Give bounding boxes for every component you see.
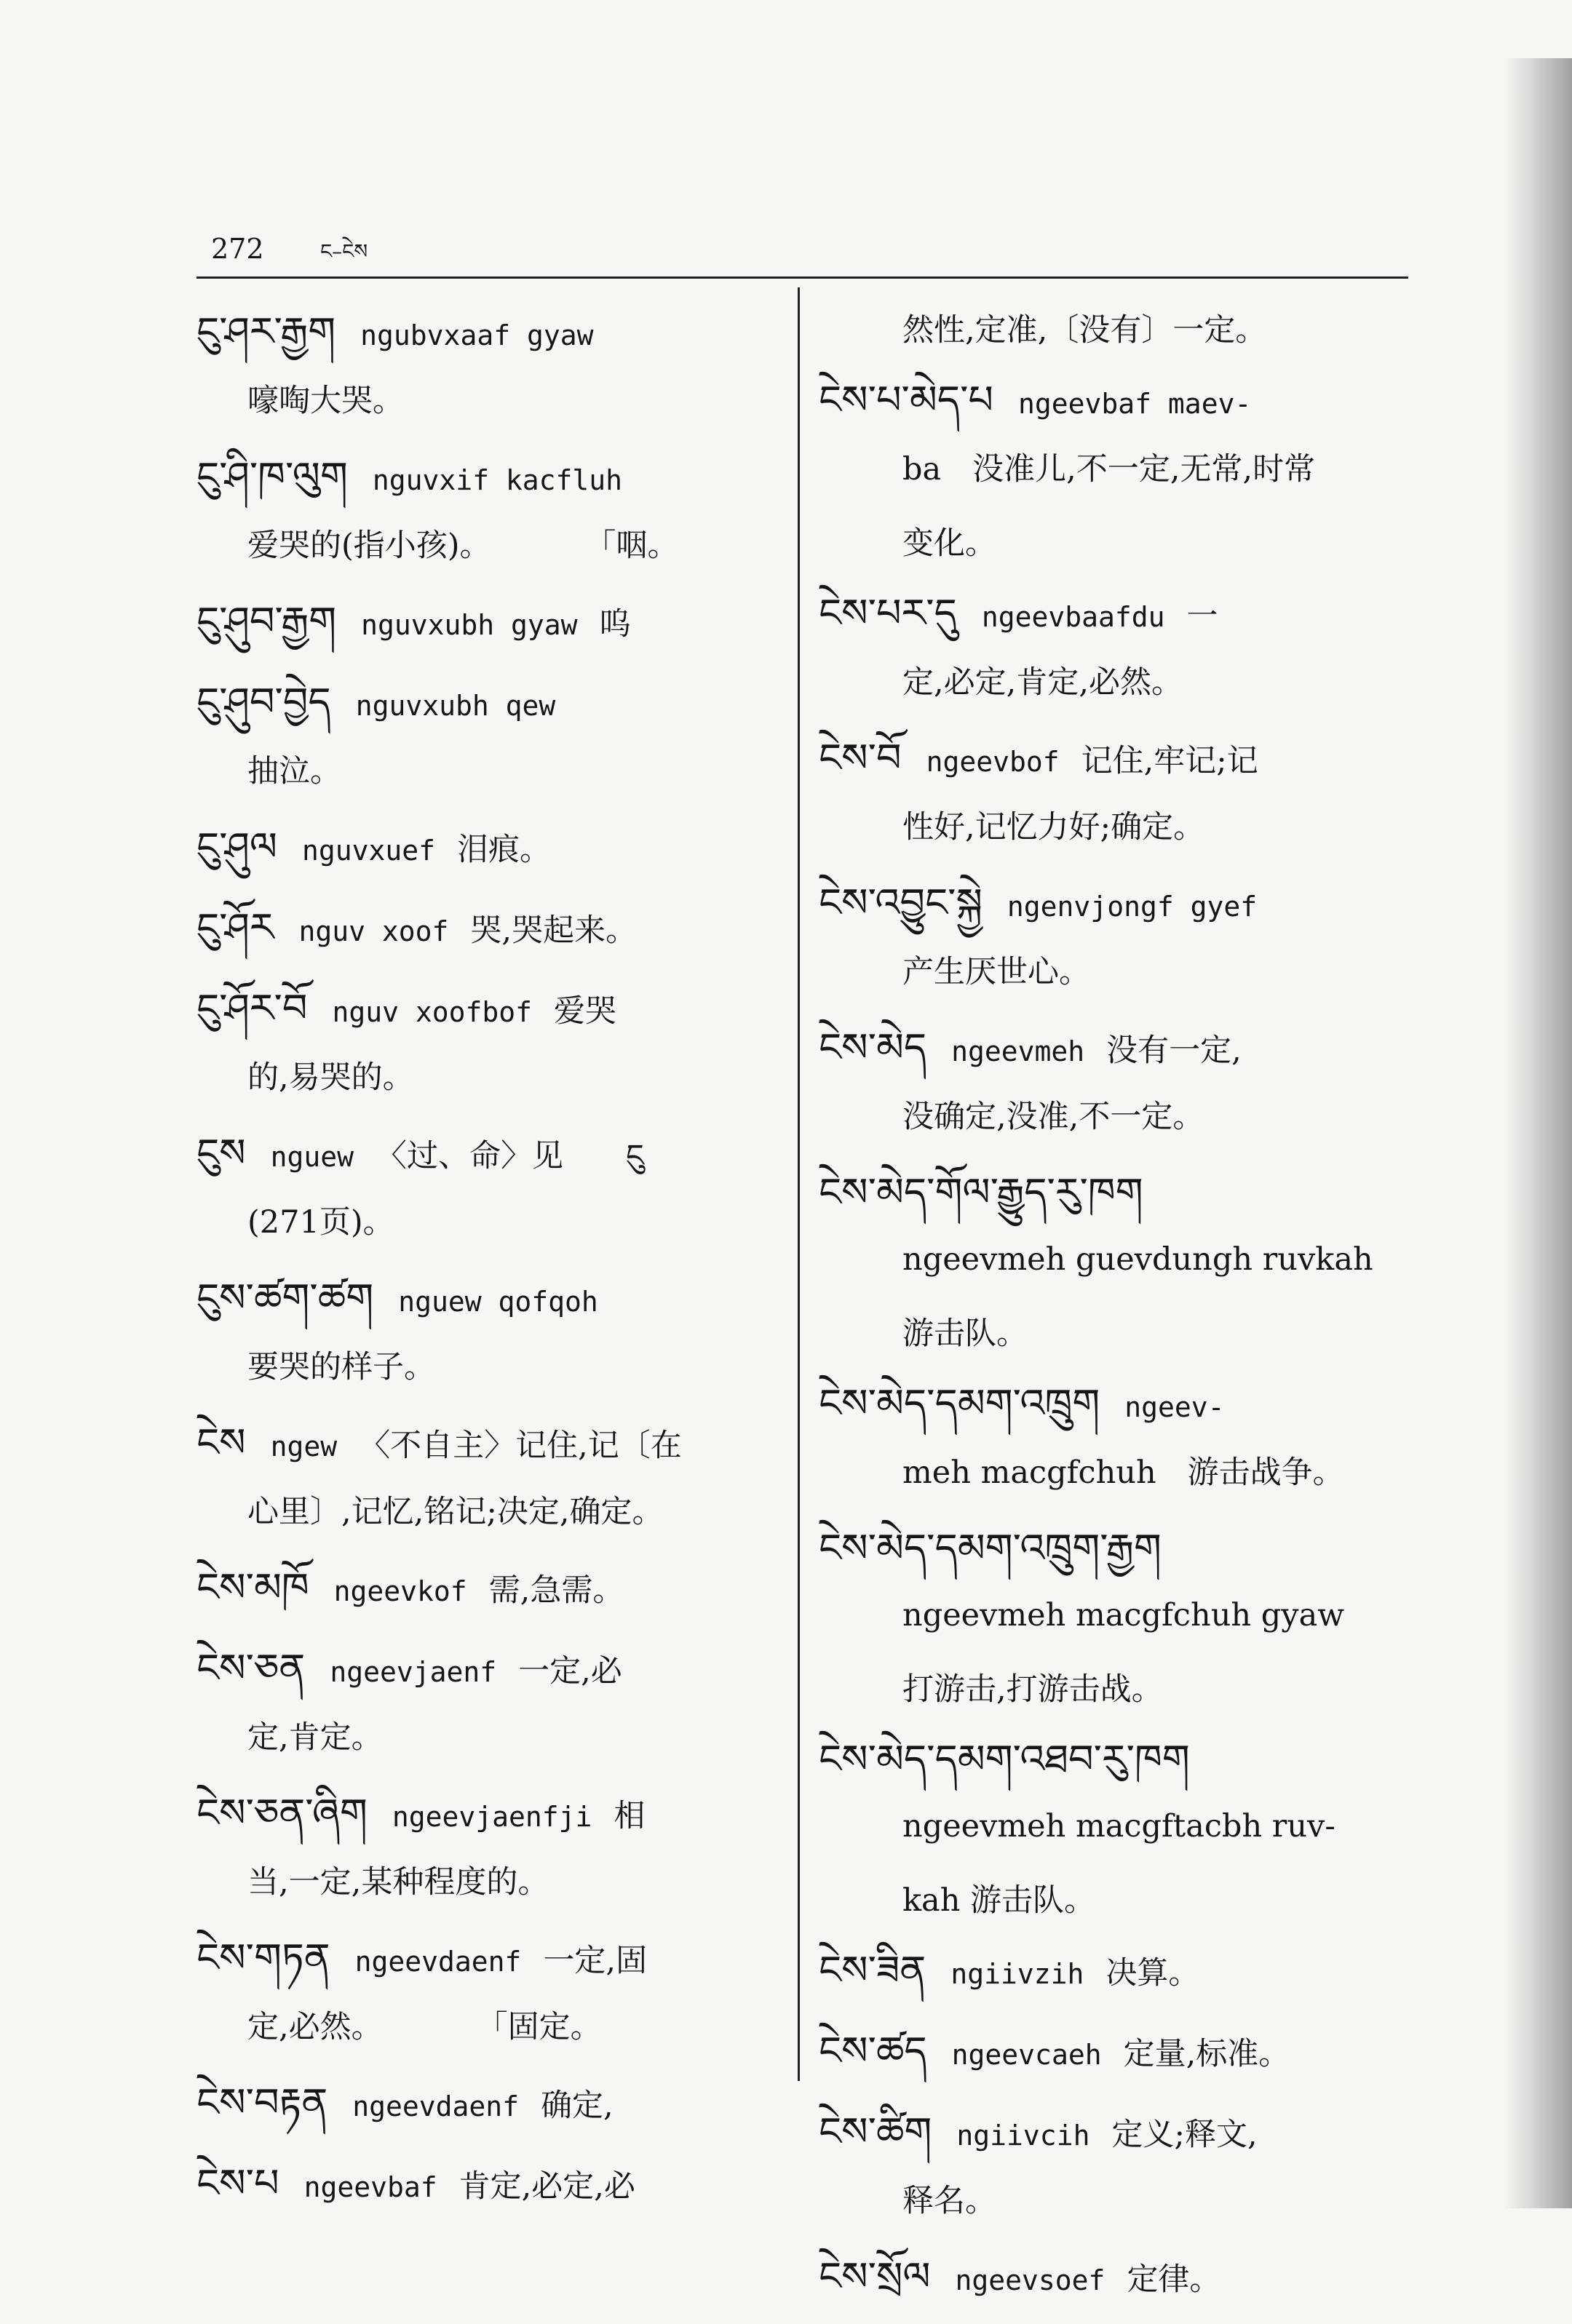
definition: 一 <box>1186 598 1218 634</box>
dictionary-entry <box>196 1925 771 2059</box>
entry-line <box>819 1159 1416 1227</box>
dictionary-entry <box>819 2243 1416 2314</box>
header-rule <box>196 276 1408 279</box>
tibetan-headword: ངུ་ཤར་རྒྱག <box>196 309 336 354</box>
dictionary-entry <box>819 869 1416 1004</box>
dictionary-entry <box>196 813 771 884</box>
romanization: nguew <box>270 1141 354 1173</box>
tibetan-headword: ངེས་པ་མེད་པ <box>819 377 994 423</box>
entry-line <box>819 869 1416 940</box>
definition-continuation: meh macgfchuh 游击战争。 <box>902 1455 1344 1491</box>
entry-line <box>196 1409 771 1480</box>
romanization: ngeevbaafdu <box>981 601 1165 633</box>
tibetan-headword: ངེས་ཅན <box>196 1645 306 1691</box>
tibetan-headword: ངེས་བརྟན <box>196 2080 328 2125</box>
continuation-line: 变化。 <box>902 525 996 562</box>
tibetan-headword: ངུ་ཤུབ་བྱེད <box>196 679 331 725</box>
romanization: ngeevcaeh <box>951 2039 1102 2071</box>
entry-line <box>819 1726 1416 1794</box>
romanization: ngeevkof <box>333 1575 467 1607</box>
definition-continuation: ngeevmeh macgfchuh gyaw <box>902 1597 1345 1633</box>
definition: 相 <box>614 1798 646 1834</box>
definition: 〈过、命〉见 ངུ <box>376 1138 644 1174</box>
dictionary-entry <box>819 512 1416 576</box>
entry-line <box>196 975 771 1046</box>
entry-line <box>819 2018 1416 2088</box>
entry-line <box>196 1780 771 1850</box>
entry-line <box>196 2069 771 2140</box>
dictionary-entry <box>196 1635 771 1770</box>
entry-line <box>196 669 771 739</box>
definition-continuation: 当,一定,某种程度的。 <box>247 1864 549 1901</box>
continuation-line: 游击队。 <box>902 1316 1028 1352</box>
definition-continuation: ngeevmeh guevdungh ruvkah <box>902 1241 1373 1278</box>
tibetan-headword: ངེས་ཅན་ཞིག <box>196 1790 368 1836</box>
romanization: nguv xoofbof <box>332 996 532 1028</box>
romanization: nguv xoof <box>298 915 449 947</box>
definition: 〈不自主〉记住,记〔在 <box>359 1428 682 1464</box>
running-head: ང–ངེས <box>320 239 368 263</box>
definition: 肯定,必定,必 <box>458 2168 635 2205</box>
romanization: nguew qofqoh <box>398 1286 598 1318</box>
tibetan-headword: ངུ་ཤི་ཁ་ལུག <box>196 453 348 499</box>
romanization: ngeevbof <box>926 746 1060 778</box>
tibetan-headword: ངུས་ཚག་ཚག <box>196 1275 374 1321</box>
page-edge-shadow <box>1503 58 1572 2208</box>
definition: 定律。 <box>1127 2261 1221 2298</box>
dictionary-entry <box>819 1370 1416 1505</box>
definition-continuation: ngeevmeh macgftacbh ruv- <box>902 1808 1335 1845</box>
romanization: ngeevjaenf <box>330 1656 497 1688</box>
entry-line <box>196 894 771 965</box>
dictionary-entry <box>196 1780 771 1914</box>
tibetan-headword: ངེས་མེད་དམག་འཐབ་རུ་ཁག <box>819 1736 1190 1782</box>
definition-continuation: 性好,记忆力好;确定。 <box>902 809 1205 845</box>
left-column <box>196 298 771 2231</box>
dictionary-entry <box>196 443 771 578</box>
tibetan-headword: ངེས་ཟིན <box>819 1947 926 1993</box>
definition: 哭,哭起来。 <box>470 912 638 949</box>
definition-continuation: 嚎啕大哭。 <box>247 383 404 419</box>
romanization: ngeevbaf <box>303 2171 437 2203</box>
tibetan-headword: ངེས་མཁོ <box>196 1564 309 1610</box>
definition: 记住,牢记;记 <box>1081 743 1258 779</box>
entry-line <box>196 298 771 369</box>
definition: 一定,固 <box>543 1943 648 1979</box>
definition: 定量,标准。 <box>1123 2036 1290 2072</box>
romanization: ngeevjaenfji <box>392 1801 592 1833</box>
definition-continuation: 释名。 <box>902 2183 996 2219</box>
definition-continuation: 的,易哭的。 <box>247 1059 414 1096</box>
definition: 呜 <box>599 606 631 642</box>
romanization: ngubvxaaf gyaw <box>360 319 594 351</box>
entry-line <box>819 2243 1416 2314</box>
definition: 需,急需。 <box>488 1572 624 1609</box>
tibetan-headword: ངུ་ཤོར <box>196 904 274 950</box>
dictionary-entry <box>196 894 771 965</box>
dictionary-entry <box>196 1265 771 1399</box>
page-number: 272 <box>211 233 264 265</box>
romanization: ngeevmeh <box>951 1035 1085 1067</box>
dictionary-entry <box>819 1014 1416 1149</box>
definition: 爱哭 <box>554 993 616 1030</box>
dictionary-entry <box>819 1937 1416 2007</box>
definition: 定义;释文, <box>1111 2117 1258 2153</box>
entry-line <box>819 725 1416 795</box>
tibetan-headword: ངེས་པ <box>196 2160 279 2206</box>
tibetan-headword: ངེས་མེད་དམག་འཁྲུག་རྒྱག <box>819 1525 1162 1571</box>
entry-line <box>819 1515 1416 1583</box>
continuation-line: 打游击,打游击战。 <box>902 1671 1163 1708</box>
dictionary-entry <box>819 1726 1416 1858</box>
entry-line <box>196 443 771 514</box>
entry-line <box>196 1635 771 1706</box>
definition-continuation: (271页)。 <box>247 1204 394 1241</box>
tibetan-headword: ངེས་བོ <box>819 735 902 781</box>
definition-continuation: 没确定,没准,不一定。 <box>902 1099 1204 1135</box>
tibetan-headword: ངུ་ཤུལ <box>196 824 277 869</box>
romanization: ngiivzih <box>950 1958 1084 1990</box>
definition: 一定,必 <box>518 1653 622 1690</box>
romanization: nguvxubh gyaw <box>361 609 578 641</box>
dictionary-entry <box>819 2018 1416 2088</box>
dictionary-entry <box>819 1658 1416 1722</box>
dictionary-entry <box>819 1302 1416 1366</box>
definition-continuation: 产生厌世心。 <box>902 954 1090 990</box>
dictionary-entry <box>819 1869 1416 1933</box>
definition-continuation: 心里〕,记忆,铭记;决定,确定。 <box>247 1494 664 1530</box>
tibetan-headword: ངེས་ཚིག <box>819 2109 932 2154</box>
romanization: ngiivcih <box>956 2120 1090 2152</box>
tibetan-headword: ངེས་ཚད <box>819 2028 927 2074</box>
entry-line <box>819 580 1416 650</box>
romanization: ngeevbaf maev- <box>1018 388 1252 420</box>
tibetan-headword: ངེས་མེད་དམག་འཁྲུག <box>819 1380 1100 1426</box>
definition-continuation: 定,必然。 「固定。 <box>247 2009 602 2045</box>
page-header <box>211 233 368 265</box>
tibetan-headword: ངེས <box>196 1420 246 1465</box>
entry-line <box>819 367 1416 437</box>
definition-continuation: 要哭的样子。 <box>247 1349 435 1385</box>
dictionary-entry <box>819 367 1416 501</box>
dictionary-entry <box>819 725 1416 859</box>
tibetan-headword: ངེས་པར་དུ <box>819 590 957 636</box>
dictionary-entry <box>819 298 1416 362</box>
entry-line <box>196 1120 771 1190</box>
definition: 泪痕。 <box>457 832 552 868</box>
romanization: ngeevdaenf <box>354 1946 522 1978</box>
romanization: nguvxuef <box>301 835 436 867</box>
romanization: nguvxif kacfluh <box>372 464 623 496</box>
romanization: nguvxubh qew <box>355 690 556 722</box>
definition-continuation: 定,必定,肯定,必然。 <box>902 664 1183 701</box>
dictionary-entry <box>819 2098 1416 2233</box>
tibetan-headword: ངུ་ཤོར་བོ <box>196 985 308 1031</box>
entry-line <box>196 813 771 884</box>
definition-continuation: 定,肯定。 <box>247 1719 383 1756</box>
tibetan-headword: ངུས <box>196 1130 246 1176</box>
tibetan-headword: ངུ་ཤུབ་རྒྱག <box>196 598 337 644</box>
definition: 决算。 <box>1105 1955 1200 1991</box>
continuation-line: kah 游击队。 <box>902 1882 1096 1919</box>
dictionary-entry <box>196 2069 771 2140</box>
definition-continuation: 爱哭的(指小孩)。 「咽。 <box>247 528 679 564</box>
entry-line <box>819 1014 1416 1085</box>
definition: 确定, <box>541 2088 614 2124</box>
entry-line <box>196 1925 771 1995</box>
romanization: ngeevsoef <box>955 2264 1105 2296</box>
entry-line <box>196 588 771 658</box>
dictionary-entry <box>196 588 771 658</box>
entry-line <box>196 1554 771 1625</box>
dictionary-entry <box>196 669 771 803</box>
tibetan-headword: ངེས་མེད་གོལ་རྒྱུད་རུ་ཁག <box>819 1169 1143 1215</box>
right-column <box>819 298 1416 2324</box>
tibetan-headword: ངེས་གཏན <box>196 1935 330 1981</box>
tibetan-headword: ངེས་འབྱུང་སྐྱེ <box>819 880 982 926</box>
romanization: ngew <box>270 1430 338 1463</box>
definition-continuation: 抽泣。 <box>247 753 341 789</box>
entry-line <box>196 2150 771 2221</box>
dictionary-entry <box>196 975 771 1110</box>
continuation-line: 然性,定准,〔没有〕一定。 <box>902 312 1267 349</box>
dictionary-entry <box>196 1120 771 1254</box>
dictionary-entry <box>196 298 771 433</box>
tibetan-headword: ངེས་སྲོལ <box>819 2253 931 2299</box>
dictionary-entry <box>196 1409 771 1544</box>
dictionary-entry <box>819 580 1416 715</box>
column-divider <box>798 287 800 2081</box>
entry-line <box>819 2098 1416 2169</box>
dictionary-entry <box>196 2150 771 2221</box>
tibetan-headword: ངེས་མེད <box>819 1024 927 1070</box>
entry-line <box>819 1937 1416 2007</box>
romanization: ngeevdaenf <box>352 2090 520 2122</box>
dictionary-entry <box>819 1515 1416 1647</box>
romanization: ngeev- <box>1124 1391 1225 1423</box>
dictionary-entry <box>196 1554 771 1625</box>
romanization: ngenvjongf gyef <box>1007 891 1258 923</box>
entry-line <box>196 1265 771 1335</box>
dictionary-entry <box>819 1159 1416 1292</box>
definition-continuation: ba 没准儿,不一定,无常,时常 <box>902 451 1316 488</box>
definition: 没有一定, <box>1106 1032 1242 1069</box>
entry-line <box>819 1370 1416 1441</box>
